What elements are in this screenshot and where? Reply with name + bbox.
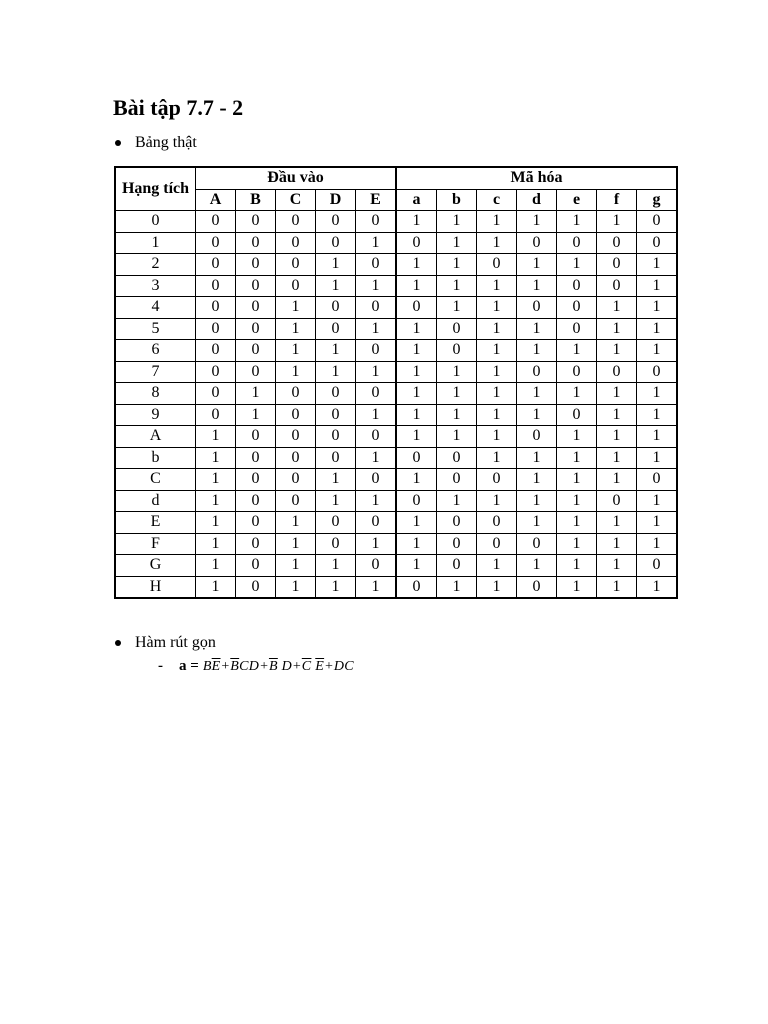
- input-cell: 1: [356, 533, 397, 555]
- formula-a: [158, 656, 354, 677]
- output-cell: 1: [637, 447, 678, 469]
- output-cell: 1: [637, 254, 678, 276]
- input-cell: 0: [236, 426, 276, 448]
- output-cell: 0: [437, 533, 477, 555]
- input-cell: 0: [356, 340, 397, 362]
- input-cell: 1: [356, 361, 397, 383]
- output-cell: 1: [477, 361, 517, 383]
- input-cell: 0: [236, 533, 276, 555]
- table-row: [115, 426, 677, 448]
- truth-table: [114, 166, 678, 599]
- header-output-c: c: [477, 189, 517, 211]
- header-output-g: g: [637, 189, 678, 211]
- output-cell: 1: [637, 297, 678, 319]
- output-cell: 1: [437, 383, 477, 405]
- input-cell: 1: [196, 533, 236, 555]
- output-cell: 1: [396, 275, 437, 297]
- header-input-B: B: [236, 189, 276, 211]
- output-cell: 0: [477, 254, 517, 276]
- output-cell: 1: [396, 254, 437, 276]
- output-cell: 1: [517, 469, 557, 491]
- output-cell: 0: [517, 426, 557, 448]
- output-cell: 0: [517, 361, 557, 383]
- formula-literal: $\overline{B}$: [230, 659, 240, 674]
- input-cell: 0: [316, 297, 356, 319]
- output-cell: 0: [396, 297, 437, 319]
- output-cell: 1: [437, 254, 477, 276]
- input-cell: 0: [276, 211, 316, 233]
- output-cell: 1: [437, 576, 477, 598]
- formula-literal: $\overline{E}$: [211, 659, 221, 674]
- input-cell: 1: [196, 469, 236, 491]
- output-cell: 1: [517, 254, 557, 276]
- output-cell: 0: [437, 555, 477, 577]
- input-cell: 0: [276, 232, 316, 254]
- output-cell: 1: [557, 254, 597, 276]
- formula-literal: $\overline{B}$: [268, 659, 278, 674]
- output-cell: 1: [477, 404, 517, 426]
- formula-literal: B: [202, 659, 212, 674]
- rank-cell: G: [115, 555, 196, 577]
- bullet-icon: [115, 640, 121, 646]
- input-cell: 1: [316, 254, 356, 276]
- formula-literal: $\overline{E}$: [315, 659, 325, 674]
- input-cell: 0: [196, 361, 236, 383]
- input-cell: 0: [236, 275, 276, 297]
- output-cell: 1: [437, 361, 477, 383]
- table-body: [115, 211, 677, 599]
- table-row: [115, 404, 677, 426]
- output-cell: 1: [517, 555, 557, 577]
- input-cell: 0: [236, 447, 276, 469]
- output-cell: 1: [597, 576, 637, 598]
- output-cell: 1: [437, 426, 477, 448]
- table-row: [115, 361, 677, 383]
- rank-cell: d: [115, 490, 196, 512]
- rank-cell: 4: [115, 297, 196, 319]
- input-cell: 0: [316, 512, 356, 534]
- output-cell: 1: [477, 383, 517, 405]
- output-cell: 1: [396, 361, 437, 383]
- input-cell: 0: [316, 211, 356, 233]
- input-cell: 1: [276, 576, 316, 598]
- output-cell: 1: [637, 340, 678, 362]
- output-cell: 0: [477, 512, 517, 534]
- formula-literal: D: [281, 659, 293, 674]
- header-input-D: D: [316, 189, 356, 211]
- input-cell: 0: [196, 254, 236, 276]
- output-cell: 1: [437, 297, 477, 319]
- input-cell: 0: [236, 490, 276, 512]
- output-cell: 1: [517, 490, 557, 512]
- output-cell: 1: [557, 211, 597, 233]
- output-cell: 0: [637, 232, 678, 254]
- rank-cell: 2: [115, 254, 196, 276]
- output-cell: 0: [437, 469, 477, 491]
- output-cell: 1: [396, 512, 437, 534]
- input-cell: 0: [236, 340, 276, 362]
- output-cell: 0: [517, 576, 557, 598]
- section-heading-truth-table: Bảng thật: [135, 134, 197, 151]
- output-cell: 1: [517, 512, 557, 534]
- input-cell: 0: [236, 232, 276, 254]
- output-cell: 1: [517, 404, 557, 426]
- output-cell: 0: [437, 340, 477, 362]
- formula-literal: CD: [239, 659, 260, 674]
- output-cell: 1: [477, 555, 517, 577]
- output-cell: 1: [637, 512, 678, 534]
- output-cell: 1: [437, 275, 477, 297]
- input-cell: 1: [356, 404, 397, 426]
- table-header-row-2: [115, 189, 677, 211]
- input-cell: 0: [276, 426, 316, 448]
- output-cell: 1: [557, 340, 597, 362]
- input-cell: 0: [236, 361, 276, 383]
- output-cell: 1: [396, 318, 437, 340]
- output-cell: 1: [477, 340, 517, 362]
- output-cell: 1: [637, 318, 678, 340]
- output-cell: 1: [396, 404, 437, 426]
- input-cell: 1: [316, 490, 356, 512]
- output-cell: 0: [396, 490, 437, 512]
- header-output-b: b: [437, 189, 477, 211]
- rank-cell: E: [115, 512, 196, 534]
- input-cell: 1: [196, 512, 236, 534]
- input-cell: 1: [356, 490, 397, 512]
- input-cell: 0: [276, 469, 316, 491]
- bullet-icon: [115, 140, 121, 146]
- input-cell: 0: [236, 512, 276, 534]
- output-cell: 1: [597, 211, 637, 233]
- output-cell: 0: [557, 297, 597, 319]
- output-cell: 1: [557, 447, 597, 469]
- input-cell: 1: [276, 555, 316, 577]
- output-cell: 1: [396, 426, 437, 448]
- rank-cell: F: [115, 533, 196, 555]
- output-cell: 1: [517, 340, 557, 362]
- output-cell: 1: [597, 404, 637, 426]
- table-row: [115, 232, 677, 254]
- output-cell: 0: [557, 361, 597, 383]
- input-cell: 1: [276, 512, 316, 534]
- table-row: [115, 318, 677, 340]
- output-cell: 0: [437, 512, 477, 534]
- input-cell: 1: [316, 576, 356, 598]
- input-cell: 0: [356, 254, 397, 276]
- output-cell: 1: [597, 533, 637, 555]
- input-cell: 1: [356, 275, 397, 297]
- table-row: [115, 490, 677, 512]
- rank-cell: 8: [115, 383, 196, 405]
- rank-cell: 3: [115, 275, 196, 297]
- output-cell: 1: [437, 404, 477, 426]
- output-cell: 1: [557, 426, 597, 448]
- output-cell: 0: [597, 275, 637, 297]
- rank-cell: 9: [115, 404, 196, 426]
- header-outputs: Mã hóa: [396, 167, 677, 189]
- output-cell: 0: [477, 533, 517, 555]
- output-cell: 1: [477, 297, 517, 319]
- header-input-A: A: [196, 189, 236, 211]
- input-cell: 0: [356, 383, 397, 405]
- formula-name: a =: [179, 658, 199, 674]
- input-cell: 0: [196, 404, 236, 426]
- header-output-e: e: [557, 189, 597, 211]
- input-cell: 0: [236, 297, 276, 319]
- output-cell: 1: [637, 275, 678, 297]
- table-row: [115, 512, 677, 534]
- output-cell: 0: [437, 447, 477, 469]
- output-cell: 1: [597, 555, 637, 577]
- input-cell: 0: [236, 576, 276, 598]
- output-cell: 1: [517, 275, 557, 297]
- output-cell: 1: [557, 576, 597, 598]
- section-heading-reduced-functions: Hàm rút gọn: [135, 634, 216, 651]
- output-cell: 1: [477, 211, 517, 233]
- output-cell: 1: [597, 512, 637, 534]
- output-cell: 1: [517, 211, 557, 233]
- output-cell: 0: [597, 490, 637, 512]
- output-cell: 1: [557, 555, 597, 577]
- formula-operator: +: [292, 659, 302, 674]
- output-cell: 0: [557, 232, 597, 254]
- input-cell: 0: [276, 404, 316, 426]
- output-cell: 1: [396, 469, 437, 491]
- input-cell: 1: [196, 490, 236, 512]
- output-cell: 1: [396, 211, 437, 233]
- input-cell: 0: [276, 254, 316, 276]
- output-cell: 1: [557, 469, 597, 491]
- output-cell: 1: [396, 555, 437, 577]
- input-cell: 0: [316, 232, 356, 254]
- page-title: Bài tập 7.7 - 2: [113, 95, 244, 120]
- input-cell: 0: [356, 297, 397, 319]
- input-cell: 0: [356, 555, 397, 577]
- input-cell: 1: [316, 275, 356, 297]
- output-cell: 1: [597, 383, 637, 405]
- output-cell: 1: [557, 533, 597, 555]
- output-cell: 1: [597, 318, 637, 340]
- output-cell: 0: [557, 404, 597, 426]
- input-cell: 1: [236, 383, 276, 405]
- table-row: [115, 275, 677, 297]
- output-cell: 0: [637, 469, 678, 491]
- input-cell: 0: [316, 533, 356, 555]
- input-cell: 1: [236, 404, 276, 426]
- output-cell: 1: [477, 318, 517, 340]
- input-cell: 1: [196, 555, 236, 577]
- output-cell: 1: [477, 275, 517, 297]
- output-cell: 1: [597, 469, 637, 491]
- rank-cell: 1: [115, 232, 196, 254]
- input-cell: 0: [236, 318, 276, 340]
- output-cell: 1: [477, 232, 517, 254]
- bullet-truth-table: [113, 133, 197, 153]
- input-cell: 0: [196, 211, 236, 233]
- input-cell: 1: [356, 318, 397, 340]
- table-row: [115, 447, 677, 469]
- input-cell: 1: [316, 555, 356, 577]
- output-cell: 1: [637, 404, 678, 426]
- table-row: [115, 254, 677, 276]
- output-cell: 1: [557, 383, 597, 405]
- output-cell: 1: [477, 490, 517, 512]
- input-cell: 0: [356, 426, 397, 448]
- rank-cell: b: [115, 447, 196, 469]
- output-cell: 0: [477, 469, 517, 491]
- input-cell: 0: [276, 490, 316, 512]
- output-cell: 1: [517, 383, 557, 405]
- table-row: [115, 533, 677, 555]
- table-row: [115, 211, 677, 233]
- output-cell: 0: [597, 361, 637, 383]
- header-input-E: E: [356, 189, 397, 211]
- rank-cell: H: [115, 576, 196, 598]
- input-cell: 1: [356, 232, 397, 254]
- header-output-d: d: [517, 189, 557, 211]
- output-cell: 0: [437, 318, 477, 340]
- input-cell: 0: [196, 232, 236, 254]
- input-cell: 0: [316, 426, 356, 448]
- table-row: [115, 383, 677, 405]
- header-inputs: Đầu vào: [196, 167, 397, 189]
- output-cell: 1: [637, 533, 678, 555]
- input-cell: 1: [276, 297, 316, 319]
- output-cell: 1: [597, 340, 637, 362]
- input-cell: 0: [236, 254, 276, 276]
- output-cell: 1: [396, 340, 437, 362]
- formula-literal: DC: [333, 659, 354, 674]
- input-cell: 0: [196, 383, 236, 405]
- output-cell: 1: [437, 211, 477, 233]
- formula-operator: +: [324, 659, 334, 674]
- table-row: [115, 297, 677, 319]
- output-cell: 1: [557, 512, 597, 534]
- output-cell: 1: [637, 426, 678, 448]
- input-cell: 1: [196, 447, 236, 469]
- output-cell: 1: [597, 426, 637, 448]
- input-cell: 0: [356, 211, 397, 233]
- output-cell: 0: [557, 275, 597, 297]
- output-cell: 1: [597, 297, 637, 319]
- output-cell: 1: [517, 447, 557, 469]
- table-row: [115, 340, 677, 362]
- input-cell: 0: [316, 318, 356, 340]
- input-cell: 0: [196, 275, 236, 297]
- output-cell: 1: [637, 490, 678, 512]
- rank-cell: C: [115, 469, 196, 491]
- table-row: [115, 469, 677, 491]
- table-row: [115, 555, 677, 577]
- input-cell: 1: [276, 340, 316, 362]
- input-cell: 0: [236, 211, 276, 233]
- output-cell: 0: [517, 533, 557, 555]
- output-cell: 1: [477, 426, 517, 448]
- input-cell: 0: [316, 447, 356, 469]
- output-cell: 1: [437, 232, 477, 254]
- input-cell: 1: [356, 447, 397, 469]
- input-cell: 1: [276, 361, 316, 383]
- table-row: [115, 576, 677, 598]
- output-cell: 1: [517, 318, 557, 340]
- output-cell: 0: [637, 361, 678, 383]
- output-cell: 1: [597, 447, 637, 469]
- output-cell: 0: [396, 576, 437, 598]
- output-cell: 0: [597, 232, 637, 254]
- input-cell: 0: [276, 383, 316, 405]
- rank-cell: 6: [115, 340, 196, 362]
- output-cell: 1: [557, 490, 597, 512]
- table-header-row-1: [115, 167, 677, 189]
- output-cell: 1: [477, 576, 517, 598]
- header-output-a: a: [396, 189, 437, 211]
- input-cell: 1: [276, 318, 316, 340]
- input-cell: 1: [276, 533, 316, 555]
- rank-cell: 0: [115, 211, 196, 233]
- output-cell: 1: [396, 383, 437, 405]
- rank-cell: 7: [115, 361, 196, 383]
- input-cell: 1: [356, 576, 397, 598]
- output-cell: 1: [477, 447, 517, 469]
- output-cell: 1: [437, 490, 477, 512]
- input-cell: 0: [356, 469, 397, 491]
- output-cell: 0: [597, 254, 637, 276]
- header-input-C: C: [276, 189, 316, 211]
- bullet-reduced-functions: [113, 633, 216, 653]
- output-cell: 1: [637, 576, 678, 598]
- output-cell: 1: [396, 533, 437, 555]
- input-cell: 0: [236, 555, 276, 577]
- input-cell: 1: [316, 361, 356, 383]
- input-cell: 0: [196, 297, 236, 319]
- output-cell: 0: [637, 211, 678, 233]
- input-cell: 0: [276, 447, 316, 469]
- formula-literal: $\overline{C}$: [301, 659, 312, 674]
- input-cell: 1: [196, 576, 236, 598]
- output-cell: 0: [396, 447, 437, 469]
- rank-cell: 5: [115, 318, 196, 340]
- input-cell: 1: [316, 340, 356, 362]
- formula-operator: +: [220, 659, 231, 674]
- output-cell: 0: [396, 232, 437, 254]
- input-cell: 0: [316, 383, 356, 405]
- list-dash: -: [158, 658, 163, 674]
- output-cell: 1: [637, 383, 678, 405]
- input-cell: 1: [316, 469, 356, 491]
- output-cell: 0: [517, 232, 557, 254]
- output-cell: 0: [517, 297, 557, 319]
- formula-expression: [203, 657, 354, 677]
- input-cell: 0: [356, 512, 397, 534]
- output-cell: 0: [637, 555, 678, 577]
- output-cell: 0: [557, 318, 597, 340]
- input-cell: 0: [276, 275, 316, 297]
- rank-cell: A: [115, 426, 196, 448]
- input-cell: 0: [196, 340, 236, 362]
- input-cell: 0: [316, 404, 356, 426]
- input-cell: 1: [196, 426, 236, 448]
- formula-operator: +: [259, 659, 269, 674]
- header-output-f: f: [597, 189, 637, 211]
- header-rank: Hạng tích: [115, 167, 196, 211]
- input-cell: 0: [196, 318, 236, 340]
- input-cell: 0: [236, 469, 276, 491]
